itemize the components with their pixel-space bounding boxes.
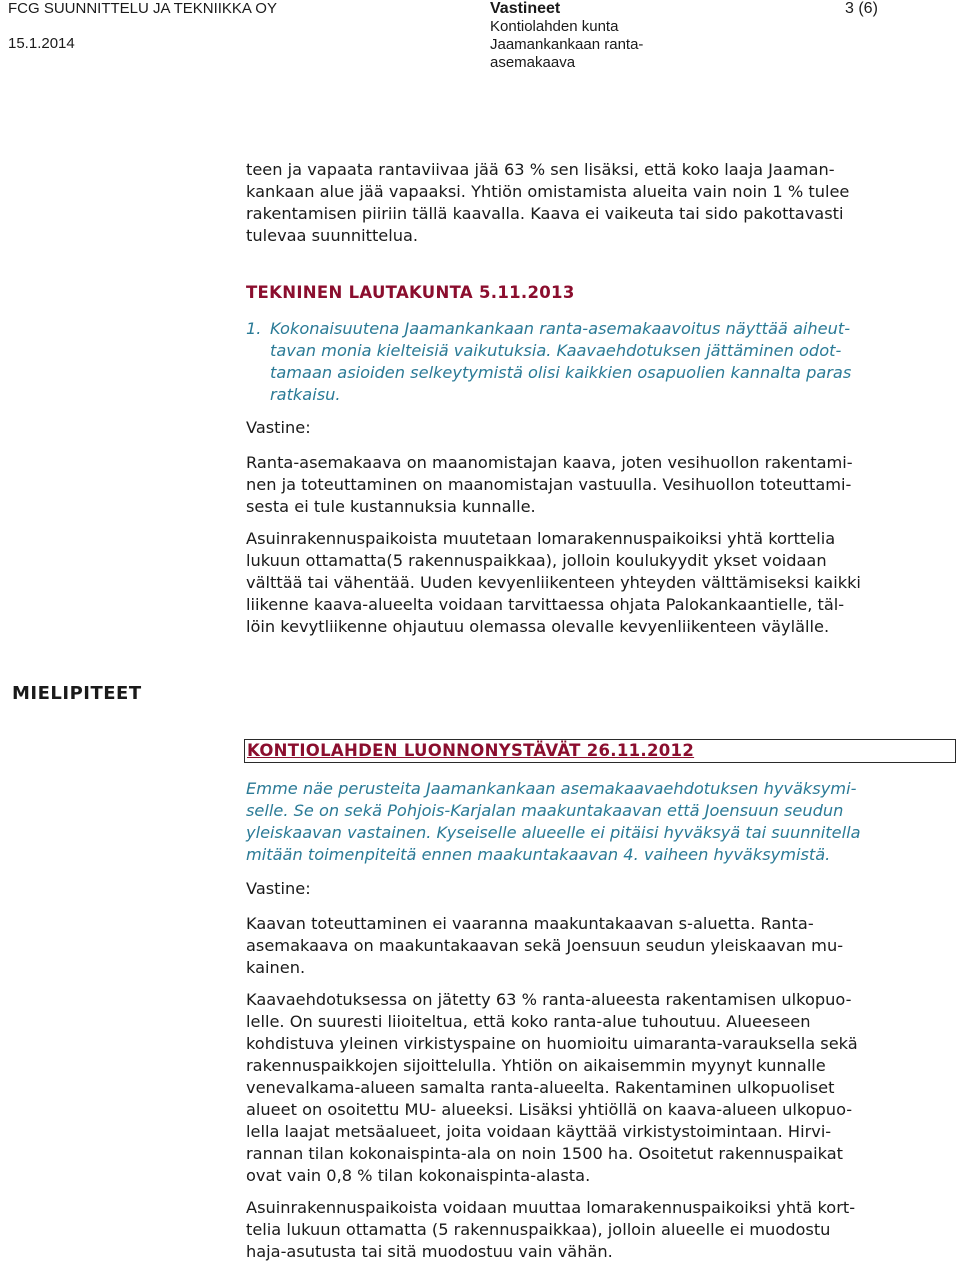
document-date: 15.1.2014 <box>8 35 75 52</box>
text-line: ovat vain 0,8 % tilan kokonaispinta-alasta. <box>246 1166 591 1185</box>
document-header-title <box>490 0 690 72</box>
vastine-label: Vastine: <box>246 418 311 437</box>
text-line: tamaan asioiden selkeytymistä olisi kaikkien osapuolien kannalta paras <box>270 363 852 382</box>
text-line: rakennuspaikkojen sijoittelulla. Yhtiön on aikaisemmin myynyt kunnalle <box>246 1056 826 1075</box>
section-heading: TEKNINEN LAUTAKUNTA 5.11.2013 <box>246 283 575 302</box>
response-paragraph <box>246 913 946 979</box>
text-line: Kokonaisuutena Jaamankankaan ranta-asemakaavoitus näyttää aiheut- <box>270 319 851 338</box>
company-name: FCG SUUNNITTELU JA TEKNIIKKA OY <box>8 0 277 17</box>
text-line: mitään toimenpiteitä ennen maakuntakaavan 4. vaiheen hyväksymistä. <box>246 845 831 864</box>
item-number: 1. <box>246 319 262 338</box>
text-line: venevalkama-alueen samalta ranta-alueelta. Rakentaminen ulkopuoliset <box>246 1078 835 1097</box>
header-title: Vastineet <box>490 0 561 17</box>
header-plan-name-cont: asemakaava <box>490 54 576 71</box>
opinion-heading-box <box>244 739 956 763</box>
text-line: Ranta-asemakaava on maanomistajan kaava, joten vesihuollon rakentami- <box>246 453 853 472</box>
header-municipality: Kontiolahden kunta <box>490 18 619 35</box>
response-paragraph <box>246 989 946 1187</box>
text-line: ratkaisu. <box>270 385 341 404</box>
section-title: MIELIPITEET <box>12 683 142 704</box>
text-line: nen ja toteuttaminen on maanomistajan vastuulla. Vesihuollon toteuttami- <box>246 475 852 494</box>
text-line: yleiskaavan vastainen. Kyseiselle alueelle ei pitäisi hyväksyä tai suunnitella <box>246 823 861 842</box>
text-line: Asuinrakennuspaikoista muutetaan lomarakennuspaikoiksi yhtä korttelia <box>246 529 836 548</box>
text-line: sesta ei tule kustannuksia kunnalle. <box>246 497 536 516</box>
text-line: välttää tai vähentää. Uuden kevyenliikenteen yhteyden välttämiseksi kaikki <box>246 573 861 592</box>
text-line: telia lukuun ottamatta (5 rakennuspaikkaa), jolloin alueelle ei muodostu <box>246 1220 831 1239</box>
text-line: kainen. <box>246 958 306 977</box>
text-line: teen ja vapaata rantaviivaa jää 63 % sen lisäksi, että koko laaja Jaaman- <box>246 160 835 179</box>
response-paragraph <box>246 452 946 518</box>
header-plan-name: Jaamankankaan ranta- <box>490 36 644 53</box>
opinion-heading: KONTIOLAHDEN LUONNONYSTÄVÄT 26.11.2012 <box>247 741 695 760</box>
text-line: lukuun ottamatta(5 rakennuspaikkaa), jolloin koulukyydit ykset voidaan <box>246 551 827 570</box>
numbered-comment <box>246 318 946 406</box>
response-paragraph <box>246 1197 946 1263</box>
text-line: tavan monia kielteisiä vaikutuksia. Kaavaehdotuksen jättäminen odot- <box>270 341 842 360</box>
text-line: Asuinrakennuspaikoista voidaan muuttaa lomarakennuspaikoiksi yhtä kort- <box>246 1198 856 1217</box>
text-line: selle. Se on sekä Pohjois-Karjalan maakuntakaavan että Joensuun seudun <box>246 801 844 820</box>
text-line: rakentamisen piiriin tällä kaavalla. Kaava ei vaikeuta tai sido pakottavasti <box>246 204 844 223</box>
text-line: lella laajat metsäalueet, joita voidaan käyttää virkistystoimintaan. Hirvi- <box>246 1122 832 1141</box>
text-line: löin kevytliikenne ohjautuu olemassa olevalle kevyenliikenteen väylälle. <box>246 617 830 636</box>
text-line: tulevaa suunnittelua. <box>246 226 419 245</box>
vastine-label: Vastine: <box>246 879 311 898</box>
text-line: haja-asutusta tai sitä muodostuu vain vähän. <box>246 1242 613 1261</box>
text-line: alueet on osoitettu MU- alueeksi. Lisäksi yhtiöllä on kaava-alueen ulkopuo- <box>246 1100 853 1119</box>
text-line: liikenne kaava-alueelta voidaan tarvittaessa ohjata Palokankaantielle, täl- <box>246 595 845 614</box>
tekninen-item <box>246 318 946 406</box>
tekninen-section <box>246 282 946 304</box>
vastine-block <box>246 417 946 439</box>
opinion-quote <box>246 778 946 866</box>
text-line: asemakaava on maakuntakaavan sekä Joensuun seudun yleiskaavan mu- <box>246 936 844 955</box>
text-line: kohdistuva yleinen virkistyspaine on huomioitu uimaranta-varauksella sekä <box>246 1034 858 1053</box>
text-line: Kaavaehdotuksessa on jätetty 63 % ranta-alueesta rakentamisen ulkopuo- <box>246 990 852 1009</box>
intro-paragraph <box>246 159 946 247</box>
page-number: 3 (6) <box>845 0 878 17</box>
text-line: Kaavan toteuttaminen ei vaaranna maakuntakaavan s-aluetta. Ranta- <box>246 914 814 933</box>
text-line: Emme näe perusteita Jaamankankaan asemakaavaehdotuksen hyväksymi- <box>246 779 857 798</box>
vastine-block <box>246 878 946 900</box>
response-paragraph <box>246 528 946 638</box>
text-line: kankaan alue jää vapaaksi. Yhtiön omistamista alueita vain noin 1 % tulee <box>246 182 850 201</box>
text-line: lelle. On suuresti liioiteltua, että koko ranta-alue tuhoutuu. Alueeseen <box>246 1012 811 1031</box>
text-line: rannan tilan kokonaispinta-ala on noin 1500 ha. Osoitetut rakennuspaikat <box>246 1144 843 1163</box>
